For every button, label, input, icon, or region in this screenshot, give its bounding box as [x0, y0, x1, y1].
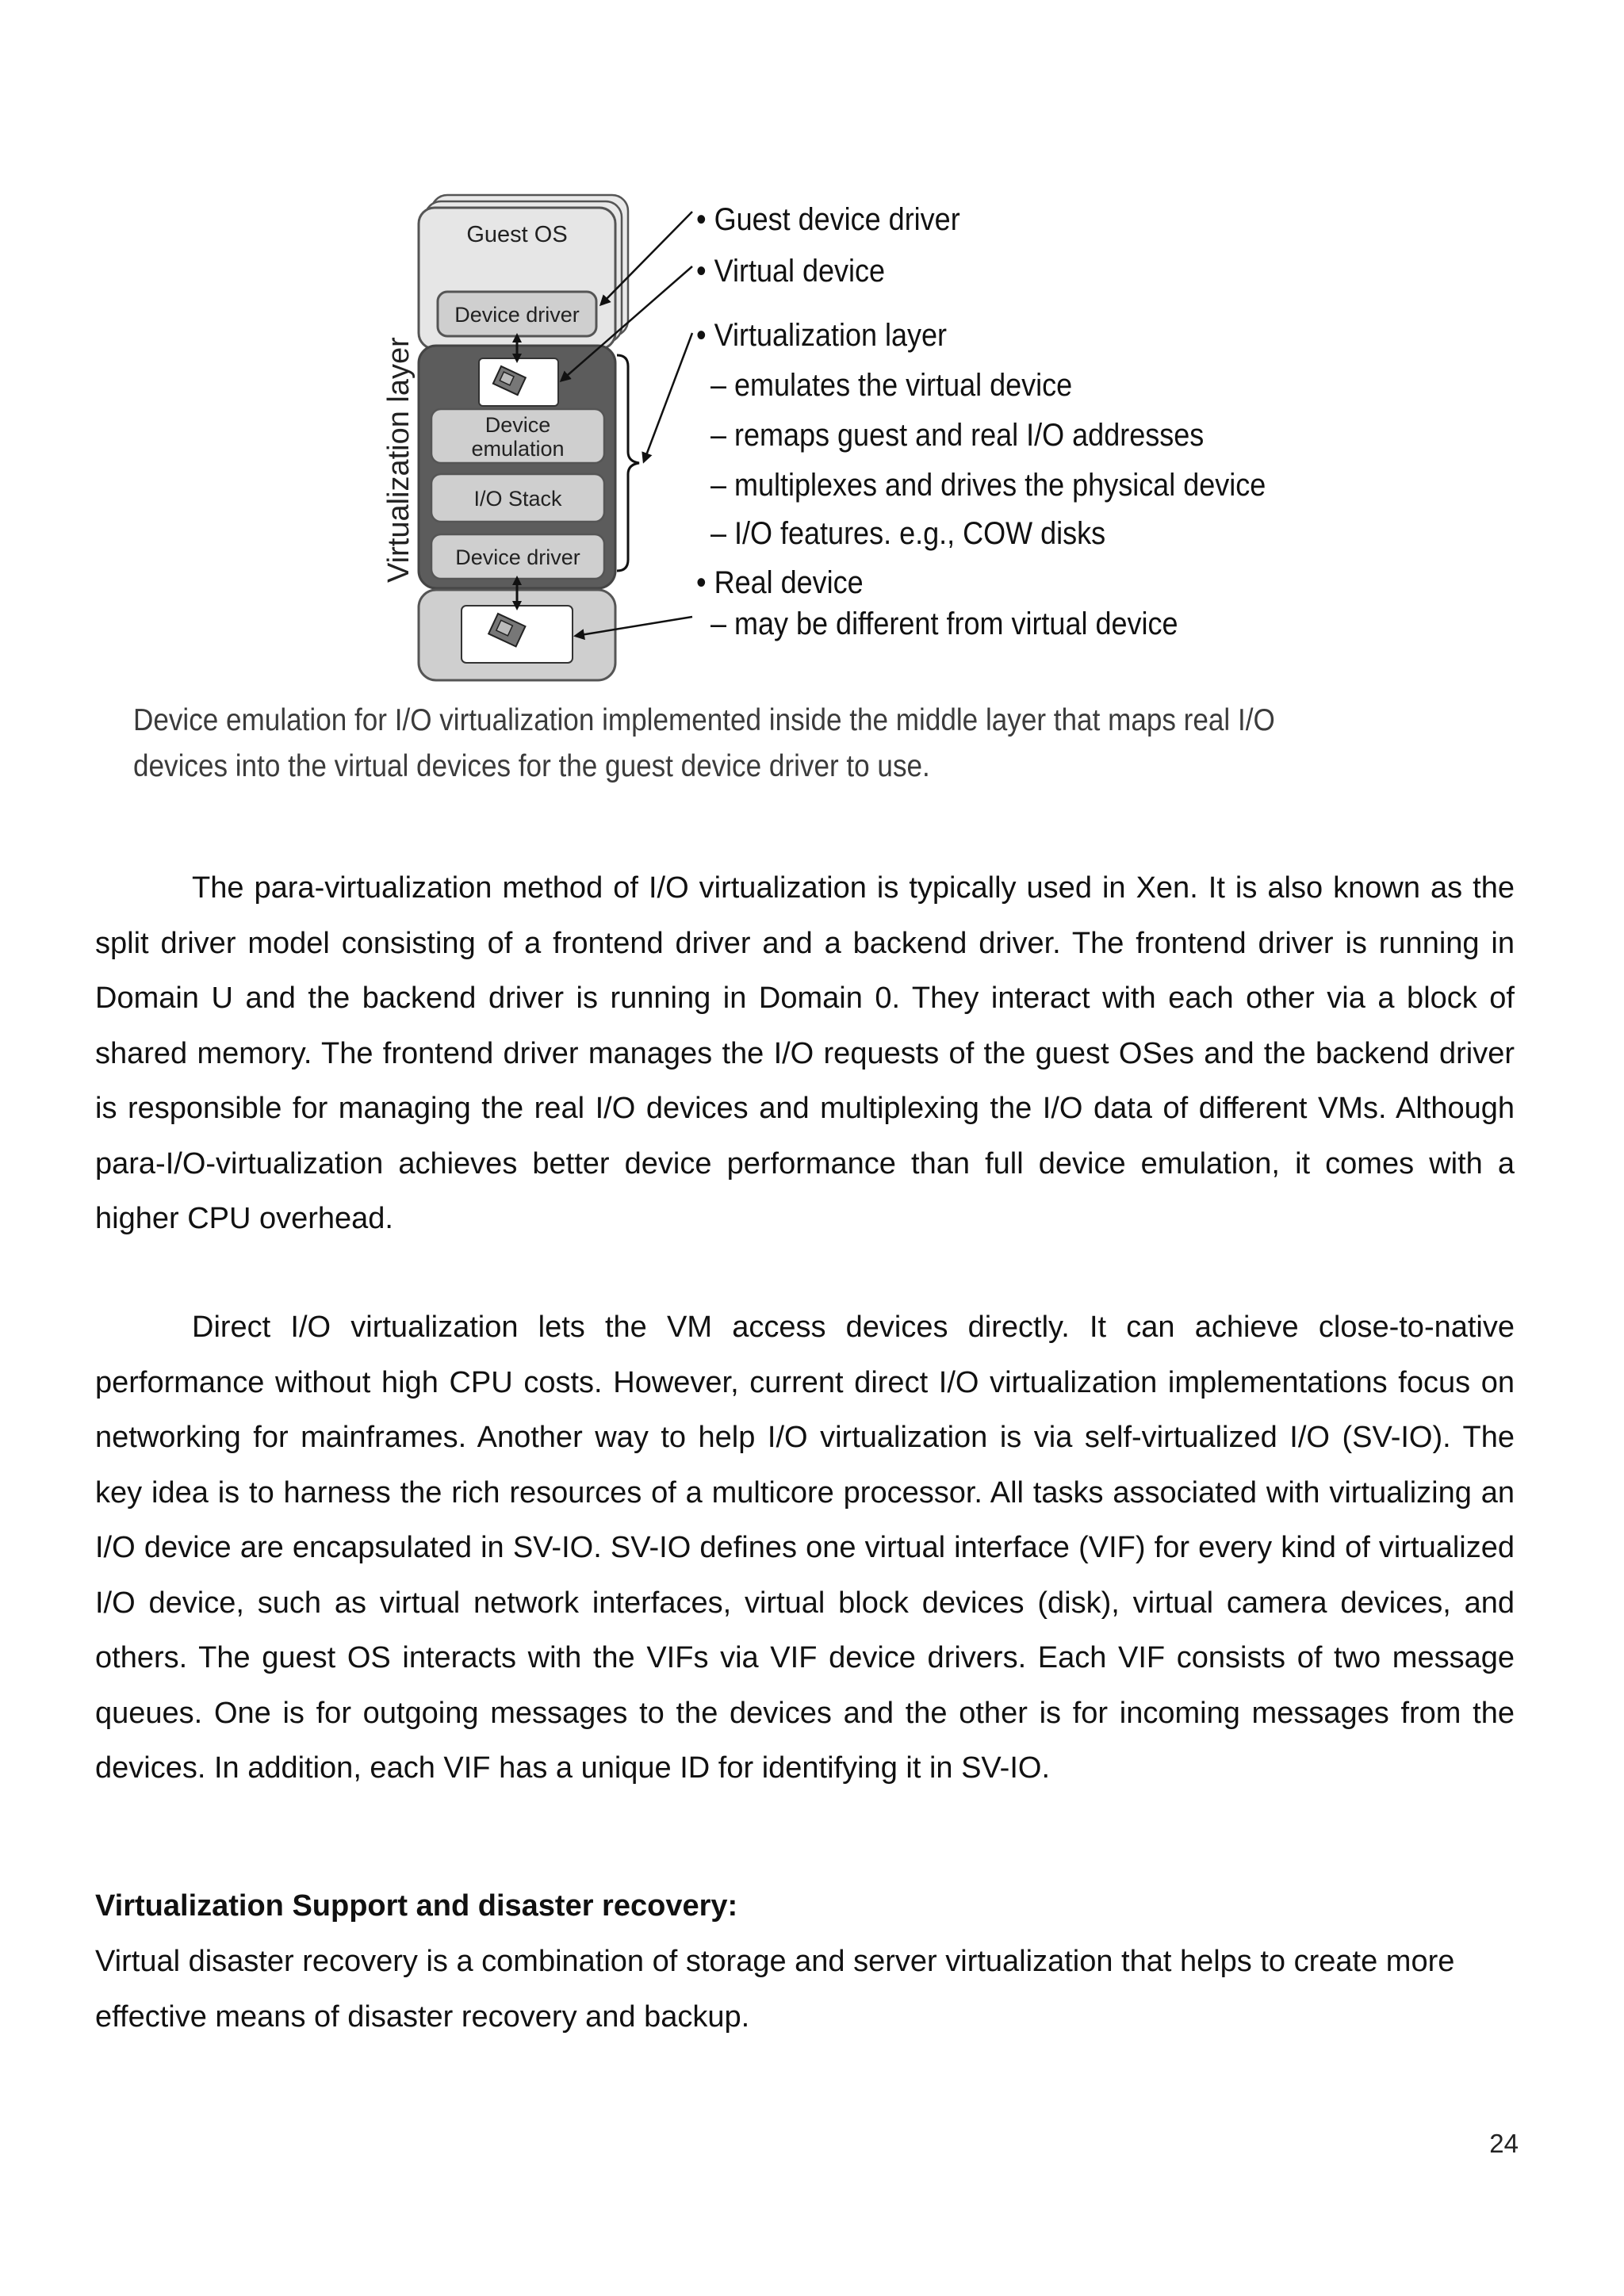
device-emulation-label-1: Device [485, 413, 551, 437]
side-label: Virtualization layer [382, 337, 416, 583]
guest-os-label: Guest OS [466, 222, 568, 247]
bullet-real-device: • Real device [696, 565, 864, 601]
bullet-virtualization-layer: • Virtualization layer [696, 318, 948, 354]
paragraph-direct-io [95, 1300, 1515, 1797]
io-stack-label: I/O Stack [473, 487, 562, 511]
brace [617, 355, 639, 571]
pointer-virtualization-layer [644, 333, 692, 461]
host-device-driver-label: Device driver [455, 545, 580, 569]
device-emulation-diagram [0, 0, 1624, 698]
section-heading: Virtualization Support and disaster recovery: [95, 1889, 738, 1923]
figure-caption: Device emulation for I/O virtualization implemented inside the middle layer that maps real I/O devices into the virtual devices for the guest device driver to use. [133, 703, 1275, 783]
paragraph-disaster-recovery: Virtual disaster recovery is a combination of storage and server virtualization that helps to create more effective means of disaster recovery and backup. [95, 1945, 1455, 2034]
device-emulation-label-2: emulation [471, 437, 565, 461]
paragraph-para-virtualization [95, 861, 1515, 1247]
sub-io-features: – I/O features. e.g., COW disks [710, 516, 1106, 552]
page-number: 24 [1489, 2129, 1519, 2158]
bullet-guest-device-driver: • Guest device driver [696, 202, 960, 238]
sub-multiplexes: – multiplexes and drives the physical device [710, 468, 1266, 503]
paragraph-text: The para-virtualization method of I/O virtualization is typically used in Xen. It is also known as the split driver model consisting of a frontend driver and a backend driver. The frontend driver is running in Domain U and the backend driver is running in Domain 0. They interact with each other via a block of shared memory. The frontend driver manages the I/O requests of the guest OSes and the backend driver is responsible for managing the real I/O devices and multiplexing the I/O data of different VMs. Although para-I/O-virtualization achieves better device performance than full device emulation, it comes with a higher CPU overhead. [95, 871, 1515, 1235]
sub-remaps: – remaps guest and real I/O addresses [710, 418, 1205, 453]
bullet-virtual-device: • Virtual device [696, 254, 886, 289]
guest-device-driver-label: Device driver [454, 303, 580, 327]
paragraph-text: Direct I/O virtualization lets the VM access devices directly. It can achieve close-to-native performance without high CPU costs. However, current direct I/O virtualization implementations focus on networking for mainframes. Another way to help I/O virtualization is via self-virtualized I/O (SV-IO). The key idea is to harness the rich resources of a multicore processor. All tasks associated with virtualizing an I/O device are encapsulated in SV-IO. SV-IO defines one virtual interface (VIF) for every kind of virtualized I/O device, such as virtual network interfaces, virtual block devices (disk), virtual camera devices, and others. The guest OS interacts with the VIFs via VIF device drivers. Each VIF consists of two message queues. One is for outgoing messages to the devices and the other is for incoming messages from the devices. In addition, each VIF has a unique ID for identifying it in SV-IO. [95, 1311, 1515, 1785]
sub-emulates: – emulates the virtual device [710, 368, 1073, 404]
sub-may-be-different: – may be different from virtual device [710, 607, 1178, 642]
figure [0, 0, 1624, 840]
